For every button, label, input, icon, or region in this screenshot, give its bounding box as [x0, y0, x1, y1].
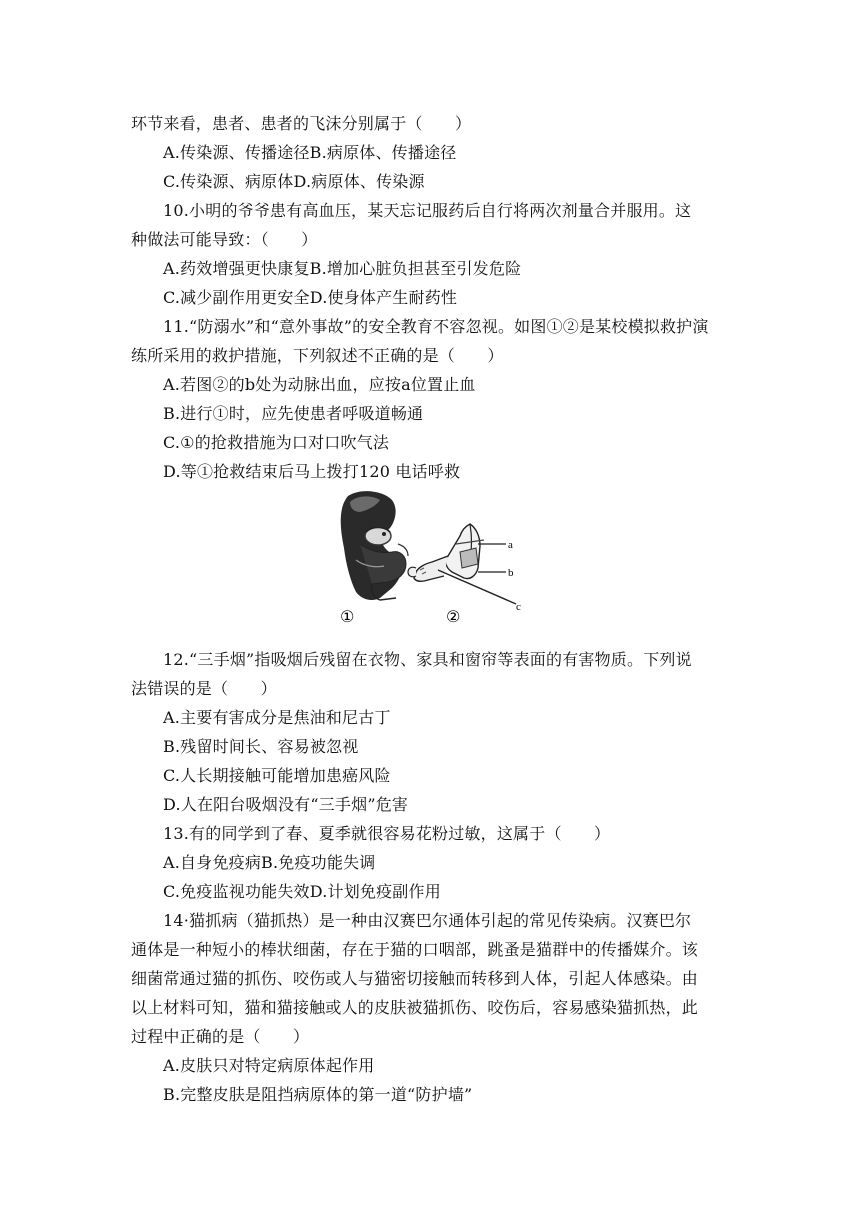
label-c: c — [516, 601, 521, 613]
text-line: 11.“防溺水”和“意外事故”的安全教育不容忽视。如图①②是某校模拟救护演 — [163, 317, 709, 336]
label-a: a — [508, 539, 513, 551]
figure-2-arm-bleeding — [408, 524, 521, 613]
text-line: 12.“三手烟”指吸烟后残留在衣物、家具和窗帘等表面的有害物质。下列说 — [163, 650, 692, 669]
text-line: 练所采用的救护措施，下列叙述不正确的是（ ） — [131, 346, 504, 365]
text-line: 10.小明的爷爷患有高血压，某天忘记服药后自行将两次剂量合并服用。这 — [163, 201, 692, 220]
text-line: C.人长期接触可能增加患癌风险 — [163, 766, 391, 785]
text-line: B.完整皮肤是阻挡病原体的第一道“防护墙” — [163, 1085, 473, 1104]
figure-label-2: ② — [446, 607, 461, 626]
text-line: 过程中正确的是（ ） — [131, 1027, 310, 1046]
text-line: A.若图②的b处为动脉出血，应按a位置止血 — [163, 375, 476, 394]
text-line: C.免疫监视功能失效D.计划免疫副作用 — [163, 882, 441, 901]
text-line: 细菌常通过猫的抓伤、咬伤或人与猫密切接触而转移到人体，引起人体感染。由 — [131, 969, 699, 988]
text-line: C.①的抢救措施为口对口吹气法 — [163, 433, 390, 452]
text-line: 种做法可能导致：（ ） — [131, 230, 318, 249]
text-line: 以上材料可知，猫和猫接触或人的皮肤被猫抓伤、咬伤后，容易感染猫抓热，此 — [131, 998, 699, 1017]
text-line: 通体是一种短小的棒状细菌，存在于猫的口咽部，跳蚤是猫群中的传播媒介。该 — [131, 940, 699, 959]
text-line: B.进行①时，应先使患者呼吸道畅通 — [163, 404, 424, 423]
label-b: b — [508, 567, 514, 579]
figure-1-mouth-to-mouth — [341, 491, 408, 600]
text-line: 法错误的是（ ） — [131, 679, 277, 698]
text-line: 13.有的同学到了春、夏季就很容易花粉过敏，这属于（ ） — [163, 824, 611, 843]
text-line: C.传染源、病原体D.病原体、传染源 — [163, 172, 425, 191]
text-line: A.自身免疫病B.免疫功能失调 — [163, 853, 376, 872]
text-line: B.残留时间长、容易被忽视 — [163, 737, 359, 756]
text-line: 环节来看，患者、患者的飞沫分别属于（ ） — [131, 114, 472, 133]
text-line: C.减少副作用更安全D.使身体产生耐药性 — [163, 288, 458, 307]
text-line: 14·猫抓病（猫抓热）是一种由汉赛巴尔通体引起的常见传染病。汉赛巴尔 — [163, 911, 692, 930]
text-line: A.传染源、传播途径B.病原体、传播途径 — [163, 143, 457, 162]
rescue-figure — [320, 484, 530, 634]
figure-label-1: ① — [340, 607, 355, 626]
text-line: A.主要有害成分是焦油和尼古丁 — [163, 708, 391, 727]
text-line: A.皮肤只对特定病原体起作用 — [163, 1056, 375, 1075]
text-line: A.药效增强更快康复B.增加心脏负担甚至引发危险 — [163, 259, 522, 278]
text-line: D.等①抢救结束后马上拨打120 电话呼救 — [163, 462, 461, 481]
text-line: D.人在阳台吸烟没有“三手烟”危害 — [163, 795, 409, 814]
rescue-illustration — [320, 484, 530, 634]
